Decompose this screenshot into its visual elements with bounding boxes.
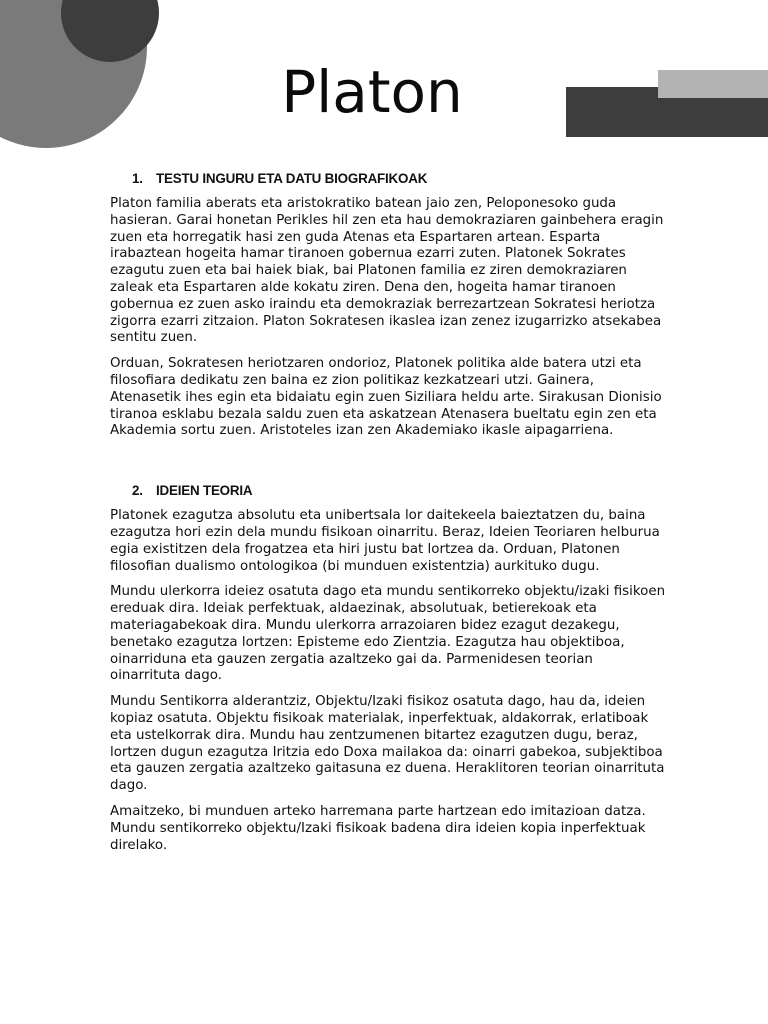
section-heading-2	[132, 482, 666, 499]
section-title: TESTU INGURU ETA DATU BIOGRAFIKOAK	[156, 171, 428, 186]
paragraph: Mundu Sentikorra alderantziz, Objektu/Izaki fisikoz osatuta dago, hau da, ideien kopiaz osatuta. Objektu fisikoak materialak, inperfektuak, aldakorrak, erlatiboak eta ustelkorrak dira. Mundu hau zentzumenen bitartez ezagutzen dugu, beraz, lortzen dugun ezagutza Iritzia edo Doxa mailakoa da: oinarri gabekoa, subjektiboa eta gauzen zergatia azaltzeko gaitasuna ez duena. Heraklitoren teorian oinarrituta dago.	[110, 694, 665, 794]
paragraph: Amaitzeko, bi munduen arteko harremana parte hartzean edo imitazioan datza. Mundu sentikorreko objektu/Izaki fisikoak badena dira ideien kopia inperfektuak direlako.	[110, 803, 646, 853]
paragraph: Mundu ulerkorra ideiez osatuta dago eta mundu sentikorreko objektu/izaki fisikoen ereduak dira. Ideiak perfektuak, aldaezinak, absolutuak, betierekoak eta materiagabekoak dira. Mundu ulerkorra arrazoiaren bidez ezagut dezakegu, benetako ezagutza lortzen: Episteme edo Zientzia. Ezagutza hau objektiboa, oinarriduna eta gauzen zergatia azaltzeko gai da. Parmenidesen teorian oinarrituta dago.	[110, 584, 666, 684]
paragraph: Orduan, Sokratesen heriotzaren ondorioz, Platonek politika alde batera utzi eta filosofiara dedikatu zen baina ez zion politikaz kezkatzeari utzi. Gainera, Atenasetik ihes egin eta bidaiatu egin zuen Siziliara heldu arte. Sirakusan Dionisio tiranoa esklabu bezala saldu zuen eta askatzean Atenasera bueltatu egin zen eta Akademia sortu zuen. Aristoteles izan zen Akademiako ikasle aipagarriena.	[110, 356, 662, 439]
section-heading-1	[132, 170, 666, 187]
section-spacer	[110, 449, 666, 482]
section-number: 1.	[132, 171, 143, 186]
document-body	[110, 170, 666, 863]
paragraph: Platonek ezagutza absolutu eta unibertsala lor daitekeela baieztatzen du, baina ezagutza hori ezin dela mundu fisikoan oinarritu. Beraz, Ideien Teoriaren helburua egia existitzen dela frogatzea eta hiri justu bat lortzea da. Orduan, Platonen filosofian dualismo ontologikoa (bi munduen existentzia) aurkituko dugu.	[110, 508, 660, 574]
section-number: 2.	[132, 483, 143, 499]
document-title: Platon	[281, 58, 463, 126]
paragraph: Platon familia aberats eta aristokratiko batean jaio zen, Peloponesoko guda hasieran. Garai honetan Perikles hil zen eta hau demokraziaren gainbehera eragin zuen eta horregatik hasi zen guda Atenas eta Espartaren artean. Esparta irabaztean hogeita hamar tiranoen gobernua ezarri zuten. Platonek Sokrates ezagutu zuen eta bai haiek biak, bai Platonen familia ez ziren demokraziaren zaleak eta Espartaren alde kokatu ziren. Dena den, hogeita hamar tiranoen gobernua ez zuen asko iraindu eta demokraziak berrezartzean Sokratesi heriotza zigorra ezarri zitzaion. Platon Sokratesen ikaslea izan zenez izugarrizko atsekabea sentitu zuen.	[110, 196, 664, 346]
section-title: IDEIEN TEORIA	[156, 483, 253, 499]
